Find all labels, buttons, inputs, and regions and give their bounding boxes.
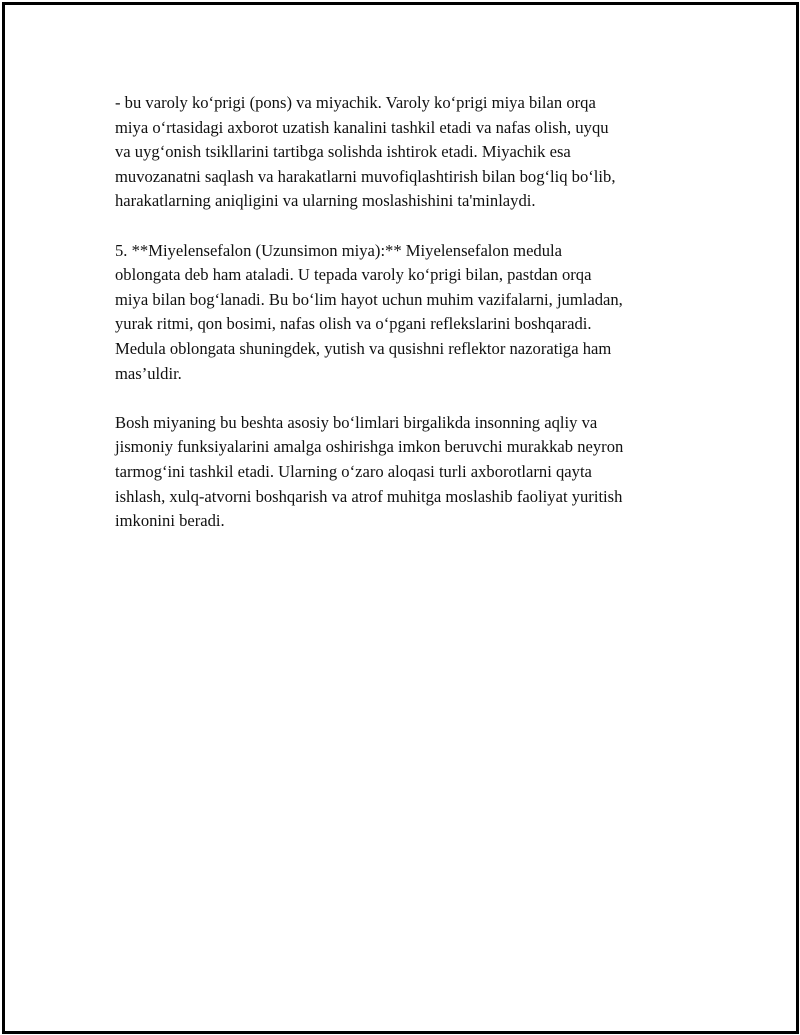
text-line: muvozanatni saqlash va harakatlarni muvofiqlashtirish bilan bog‘liq bo‘lib, (115, 166, 616, 186)
text-line: imkonini beradi. (115, 511, 225, 531)
document-body (115, 91, 700, 558)
paragraph-myelencephalon (115, 239, 700, 387)
text-line: miya o‘rtasidagi axborot uzatish kanalini tashkil etadi va nafas olish, uyqu (115, 117, 609, 137)
text-line: 5. **Miyelensefalon (Uzunsimon miya):** Miyelensefalon medula (115, 240, 563, 260)
text-line: - bu varoly ko‘prigi (pons) va miyachik. Varoly ko‘prigi miya bilan orqa (115, 93, 596, 112)
text-line: ishlash, xulq-atvorni boshqarish va atrof muhitga moslashib faoliyat yuritish (115, 486, 623, 506)
paragraph-pons-cerebellum (115, 91, 700, 214)
text-line: harakatlarning aniqligini va ularning moslashishini ta'minlaydi. (115, 191, 536, 211)
text-line: yurak ritmi, qon bosimi, nafas olish va o‘pgani reflekslarini boshqaradi. (115, 314, 592, 334)
text-line: mas’uldir. (115, 363, 182, 383)
text-line: va uyg‘onish tsikllarini tartibga solishda ishtirok etadi. Miyachik esa (115, 142, 571, 162)
paragraph-summary (115, 411, 700, 534)
text-line: tarmog‘ini tashkil etadi. Ularning o‘zaro aloqasi turli axborotlarni qayta (115, 461, 592, 481)
text-line: Bosh miyaning bu beshta asosiy bo‘limlari birgalikda insonning aqliy va (115, 412, 598, 432)
text-line: miya bilan bog‘lanadi. Bu bo‘lim hayot uchun muhim vazifalarni, jumladan, (115, 289, 623, 309)
text-line: jismoniy funksiyalarini amalga oshirishga imkon beruvchi murakkab neyron (115, 437, 624, 457)
text-line: Medula oblongata shuningdek, yutish va qusishni reflektor nazoratiga ham (115, 338, 612, 358)
text-line: oblongata deb ham ataladi. U tepada varoly ko‘prigi bilan, pastdan orqa (115, 265, 592, 285)
